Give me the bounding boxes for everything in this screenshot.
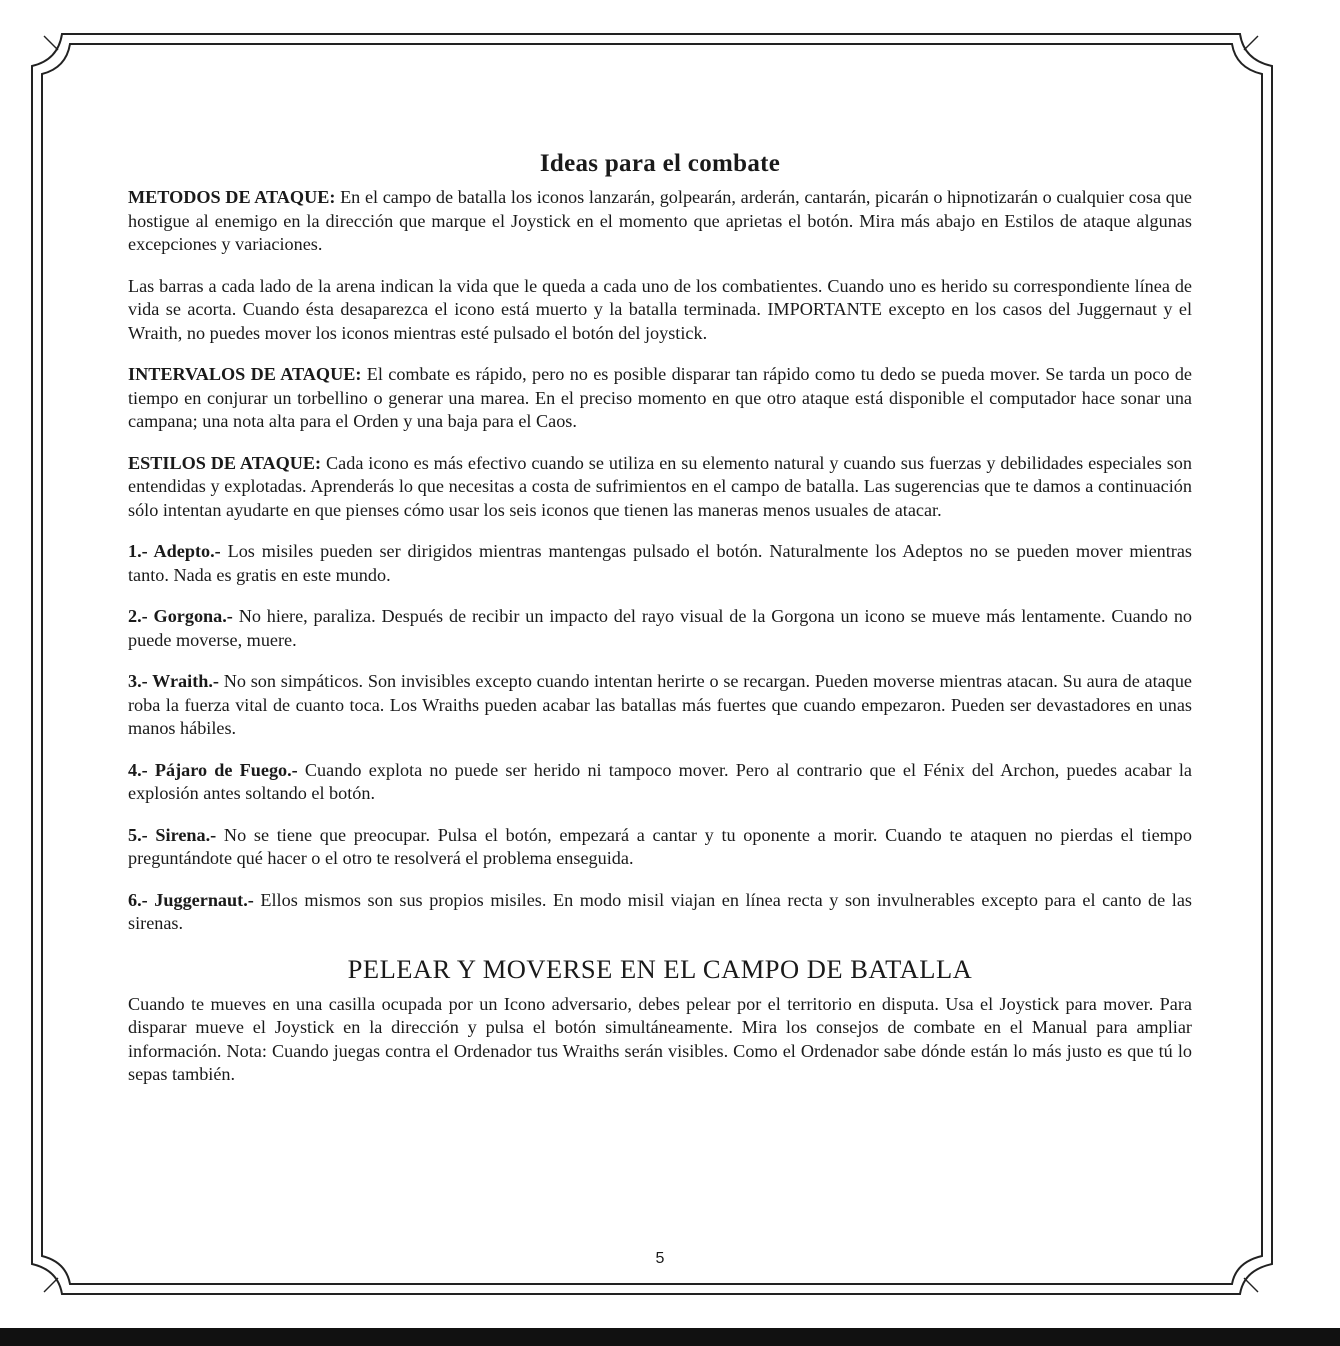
paragraph-lead: 6.- Juggernaut.- (128, 889, 254, 910)
paragraph-sirena (128, 824, 1192, 871)
paragraph-lead: 3.- Wraith.- (128, 671, 219, 691)
paragraph-lead: INTERVALOS DE ATAQUE: (128, 364, 362, 384)
paragraph-lead: 5.- Sirena.- (128, 824, 217, 845)
paragraph-gorgona (128, 605, 1192, 652)
paragraph-text: Las barras a cada lado de la arena indican la vida que le queda a cada uno de los combatientes. Cuando uno es herido su correspondiente línea de vida se acorta. Cuando ésta desaparezca el icono está muerto y la batalla terminada. IMPORTANTE excepto en los casos del Juggernaut y el Wraith, no puedes mover los iconos mientras esté pulsado el botón del joystick. (128, 275, 1192, 343)
paragraph-lead: 1.- Adepto.- (128, 541, 221, 561)
paragraph-text: Cuando explota no puede ser herido ni tampoco mover. Pero al contrario que el Fénix del Archon, puedes acabar la explosión antes soltando el botón. (128, 759, 1192, 803)
paragraph-lead: ESTILOS DE ATAQUE: (128, 452, 322, 473)
paragraph-text: Los misiles pueden ser dirigidos mientras mantengas pulsado el botón. Naturalmente los Adeptos no se pueden mover mientras tanto. Nada es gratis en este mundo. (128, 541, 1192, 585)
page-content (128, 150, 1192, 1105)
paragraph-wraith (128, 670, 1192, 741)
paragraph-text: En el campo de batalla los iconos lanzarán, golpearán, arderán, cantarán, picarán o hipnotizarán o cualquier cosa que hostigue al enemigo en la dirección que marque el Joystick en el momento que aprietas el botón. Mira más abajo en Estilos de ataque algunas excepciones y variaciones. (128, 187, 1192, 254)
paragraph-text: El combate es rápido, pero no es posible disparar tan rápido como tu dedo se pueda mover. Se tarda un poco de tiempo en conjurar un torbellino o generar una marea. En el preciso momento en que otro ataque está disponible el computador hace sonar una campana; una nota alta para el Orden y una baja para el Caos. (128, 364, 1192, 431)
paragraph-adepto (128, 540, 1192, 587)
paragraph-juggernaut (128, 889, 1192, 936)
paragraph-lead: 2.- Gorgona.- (128, 606, 233, 626)
page-title: Ideas para el combate (539, 150, 781, 177)
paragraph-pajaro-de-fuego (128, 759, 1192, 806)
paragraph-lead: METODOS DE ATAQUE: (128, 187, 336, 207)
paragraph-text: No se tiene que preocupar. Pulsa el botón, empezará a cantar y tu oponente a morir. Cuando te ataquen no pierdas el tiempo preguntándote qué hacer o el otro te resolverá el problema enseguida. (128, 824, 1192, 868)
paragraph-text: No son simpáticos. Son invisibles excepto cuando intentan herirte o se recargan. Pueden moverse mientras atacan. Su aura de ataque roba la fuerza vital de cuanto toca. Los Wraiths pueden acabar las batallas más fuertes que cuando empezaron. Pueden ser devastadores en unas manos hábiles. (128, 671, 1192, 738)
paragraph-intervalos (128, 363, 1192, 434)
paragraph-barras (128, 275, 1192, 346)
paragraph-metodos (128, 186, 1192, 257)
section-heading: PELEAR Y MOVERSE EN EL CAMPO DE BATALLA (347, 953, 973, 984)
paragraph-closing: Cuando te mueves en una casilla ocupada por un Icono adversario, debes pelear por el territorio en disputa. Usa el Joystick para mover. Para disparar mueve el Joystick en la dirección y pulsa el botón simultáneamente. Mira los consejos de combate en el Manual para ampliar información. Nota: Cuando juegas contra el Ordenador tus Wraiths serán visibles. Como el Ordenador sabe dónde están lo más justo es que tú lo sepas también. (128, 993, 1192, 1084)
page-number: 5 (655, 1250, 665, 1267)
paragraph-text: Cada icono es más efectivo cuando se utiliza en su elemento natural y cuando sus fuerzas y debilidades especiales son entendidas y explotadas. Aprenderás lo que necesitas a costa de sufrimientos en el campo de batalla. Las sugerencias que te damos a continuación sólo intentan ayudarte en que pienses cómo usar los seis iconos que tienen las maneras menos usuales de atacar. (128, 452, 1192, 520)
scan-edge-bar (0, 1328, 1340, 1346)
paragraph-lead: 4.- Pájaro de Fuego.- (128, 759, 298, 780)
paragraph-text: Ellos mismos son sus propios misiles. En modo misil viajan en línea recta y son invulnerables excepto para el canto de las sirenas. (128, 889, 1192, 933)
paragraph-estilos (128, 452, 1192, 523)
paragraph-text: No hiere, paraliza. Después de recibir un impacto del rayo visual de la Gorgona un icono se mueve más lentamente. Cuando no puede moverse, muere. (128, 606, 1193, 650)
